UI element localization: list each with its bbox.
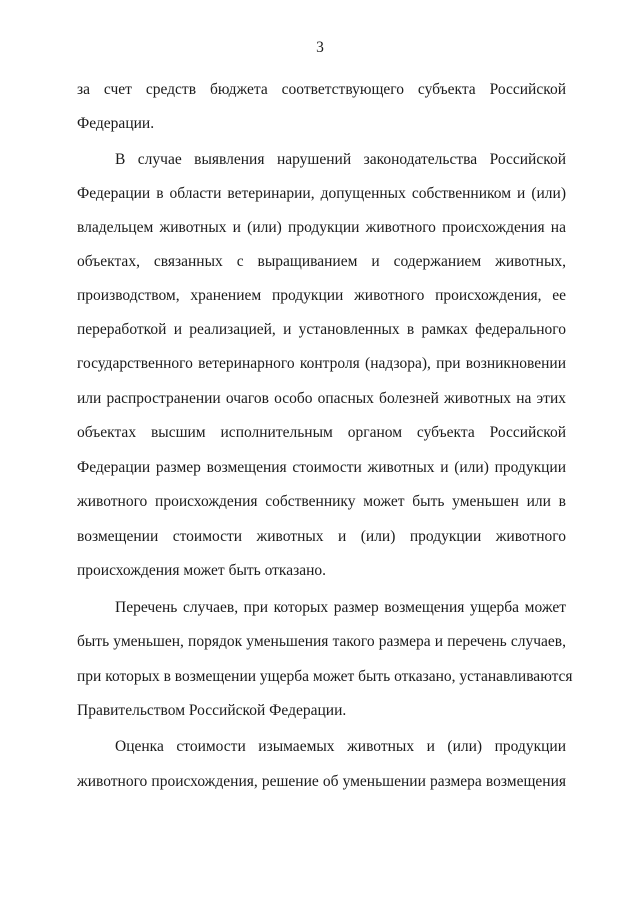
- text-line: В случае выявления нарушений законодательства Российской: [115, 151, 566, 168]
- text-line: за счет средств бюджета соответствующего субъекта Российской: [77, 81, 566, 98]
- text-line: Федерации в области ветеринарии, допущенных собственником и (или): [77, 185, 566, 202]
- text-line: владельцем животных и (или) продукции животного происхождения на: [77, 219, 566, 236]
- text-line: производством, хранением продукции животного происхождения, ее: [77, 287, 566, 304]
- text-line: возмещении стоимости животных и (или) продукции животного: [77, 528, 566, 545]
- text-line: Перечень случаев, при которых размер возмещения ущерба может: [115, 599, 566, 616]
- text-line: животного происхождения собственнику может быть уменьшен или в: [77, 493, 566, 510]
- text-line: объектах высшим исполнительным органом субъекта Российской: [77, 424, 566, 441]
- text-line: или распространении очагов особо опасных болезней животных на этих: [77, 390, 566, 407]
- text-line: Федерации.: [77, 115, 155, 132]
- text-line: быть уменьшен, порядок уменьшения такого размера и перечень случаев,: [77, 633, 566, 650]
- text-line: объектах, связанных с выращиванием и содержанием животных,: [77, 253, 566, 270]
- text-line: происхождения может быть отказано.: [77, 562, 326, 579]
- text-line: переработкой и реализацией, и установленных в рамках федерального: [77, 321, 566, 338]
- text-line: Федерации размер возмещения стоимости животных и (или) продукции: [77, 459, 566, 476]
- text-line: государственного ветеринарного контроля (надзора), при возникновении: [77, 355, 566, 372]
- text-line: Оценка стоимости изымаемых животных и (или) продукции: [115, 738, 566, 755]
- text-line: при которых в возмещении ущерба может быть отказано, устанавливаются: [77, 668, 573, 685]
- text-line: Правительством Российской Федерации.: [77, 702, 347, 719]
- text-line: животного происхождения, решение об уменьшении размера возмещения: [77, 773, 566, 790]
- page-number: 3: [316, 39, 324, 56]
